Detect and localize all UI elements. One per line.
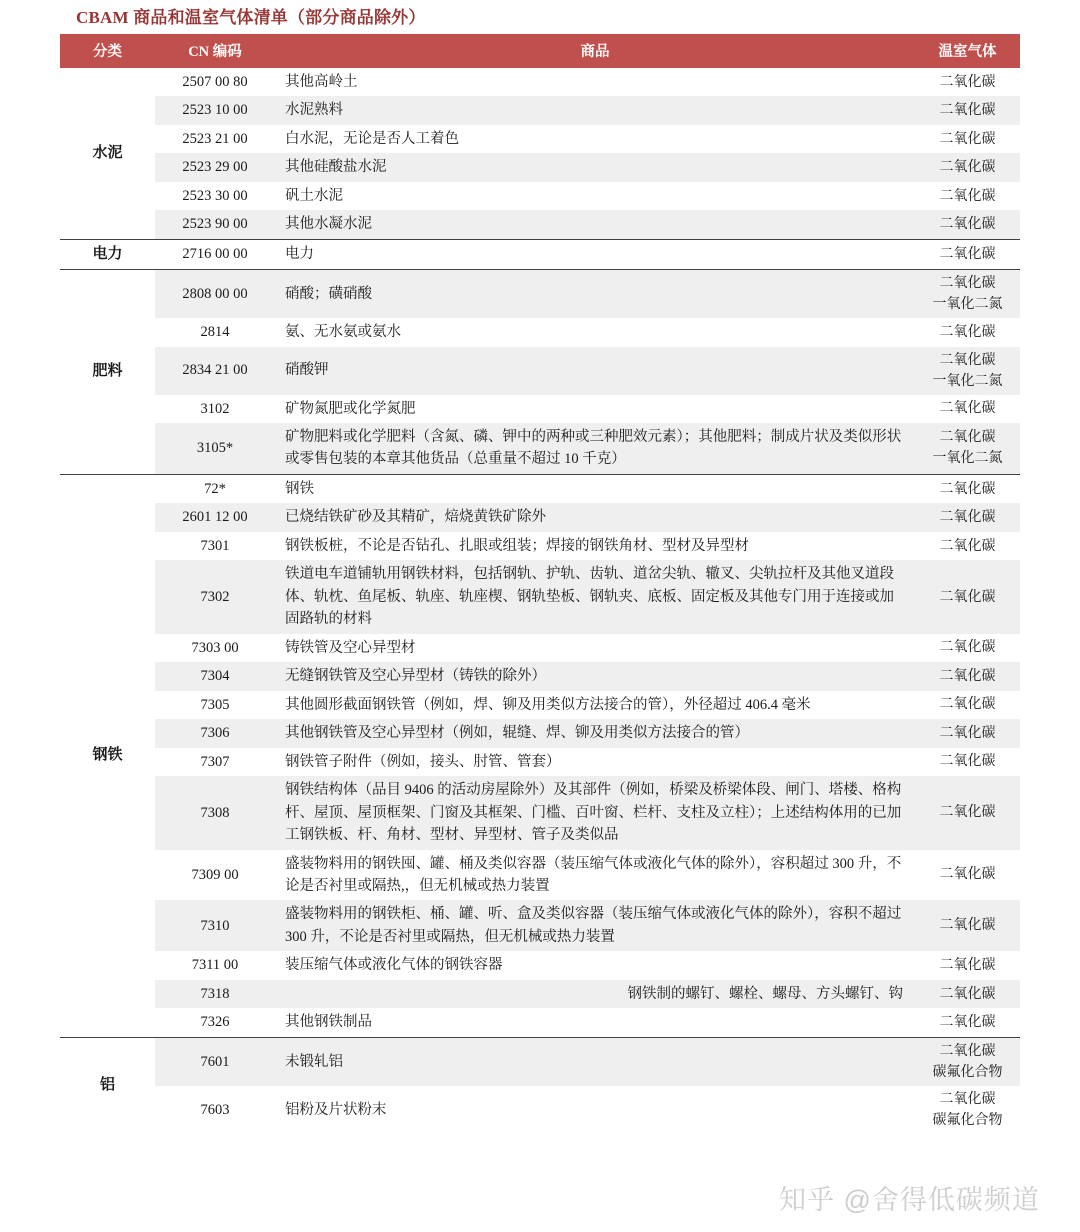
product-cell: 电力 — [275, 239, 915, 269]
ghg-cell — [915, 96, 1020, 124]
cn-code-cell: 2834 21 00 — [155, 347, 275, 395]
ghg-cell — [915, 1037, 1020, 1086]
ghg-cell — [915, 347, 1020, 395]
table-row — [60, 691, 1020, 719]
table-row — [60, 318, 1020, 346]
ghg-value: 二氧化碳 — [939, 352, 996, 368]
table-row — [60, 560, 1020, 633]
ghg-value: 二氧化碳 — [939, 276, 996, 292]
ghg-value: 一氧化二氮 — [932, 297, 1003, 313]
ghg-value: 二氧化碳 — [939, 805, 996, 821]
ghg-cell — [915, 239, 1020, 269]
cbam-table — [60, 34, 1020, 1134]
table-row — [60, 395, 1020, 423]
table-row — [60, 776, 1020, 849]
ghg-value: 二氧化碳 — [939, 481, 996, 497]
ghg-value: 二氧化碳 — [939, 867, 996, 883]
page-title: CBAM 商品和温室气体清单（部分商品除外） — [76, 8, 426, 27]
product-cell: 铸铁管及空心异型材 — [275, 634, 915, 662]
watermark: 知乎 @舍得低碳频道 — [779, 1185, 1040, 1215]
ghg-cell — [915, 691, 1020, 719]
table-row — [60, 634, 1020, 662]
product-cell: 氨、无水氨或氨水 — [275, 318, 915, 346]
product-cell: 硝酸；磺硝酸 — [275, 270, 915, 319]
ghg-cell — [915, 270, 1020, 319]
product-cell: 钢铁制的螺钉、螺栓、螺母、方头螺钉、钩 — [275, 980, 915, 1008]
table-body — [60, 68, 1020, 1134]
ghg-value: 二氧化碳 — [939, 725, 996, 741]
ghg-value: 二氧化碳 — [939, 1043, 996, 1059]
column-header-product: 商品 — [275, 34, 915, 68]
table-row — [60, 239, 1020, 269]
product-cell: 钢铁结构体（品目 9406 的活动房屋除外）及其部件（例如，桥梁及桥梁体段、闸门、塔楼、格构杆、屋顶、屋顶框架、门窗及其框架、门槛、百叶窗、栏杆、支柱及立柱）；上述结构体用的已加工钢铁板、杆、角材、型材、异型材、管子及类似品 — [275, 776, 915, 849]
table-row — [60, 748, 1020, 776]
cn-code-cell: 2507 00 80 — [155, 68, 275, 96]
cbam-table-wrapper — [60, 34, 1020, 1134]
product-cell: 矿物氮肥或化学氮肥 — [275, 395, 915, 423]
cn-code-cell: 2716 00 00 — [155, 239, 275, 269]
ghg-value: 二氧化碳 — [939, 324, 996, 340]
ghg-cell — [915, 900, 1020, 951]
ghg-value: 二氧化碳 — [939, 589, 996, 605]
product-cell: 铁道电车道铺轨用钢铁材料，包括钢轨、护轨、齿轨、道岔尖轨、辙叉、尖轨拉杆及其他叉道段体、轨枕、鱼尾板、轨座、轨座楔、钢轨垫板、钢轨夹、底板、固定板及其他专门用于连接或加固路轨的材料 — [275, 560, 915, 633]
ghg-value: 二氧化碳 — [939, 246, 996, 262]
ghg-cell — [915, 662, 1020, 690]
product-cell: 无缝钢铁管及空心异型材（铸铁的除外） — [275, 662, 915, 690]
table-row — [60, 1086, 1020, 1134]
ghg-cell — [915, 210, 1020, 239]
cn-code-cell: 3102 — [155, 395, 275, 423]
cn-code-cell: 7603 — [155, 1086, 275, 1134]
cn-code-cell: 2523 90 00 — [155, 210, 275, 239]
product-cell: 其他水凝水泥 — [275, 210, 915, 239]
table-row — [60, 182, 1020, 210]
cn-code-cell: 7302 — [155, 560, 275, 633]
ghg-value: 二氧化碳 — [939, 640, 996, 656]
ghg-value: 二氧化碳 — [939, 958, 996, 974]
ghg-value: 二氧化碳 — [939, 131, 996, 147]
ghg-value: 二氧化碳 — [939, 754, 996, 770]
product-cell: 盛装物料用的钢铁囤、罐、桶及类似容器（装压缩气体或液化气体的除外），容积超过 300 升，不论是否衬里或隔热,，但无机械或热力装置 — [275, 850, 915, 901]
cn-code-cell: 7304 — [155, 662, 275, 690]
category-cell: 水泥 — [60, 68, 155, 239]
product-cell: 白水泥，无论是否人工着色 — [275, 125, 915, 153]
ghg-cell — [915, 182, 1020, 210]
ghg-cell — [915, 474, 1020, 503]
table-row — [60, 900, 1020, 951]
table-row — [60, 153, 1020, 181]
category-cell: 钢铁 — [60, 474, 155, 1037]
table-row — [60, 423, 1020, 474]
table-row — [60, 951, 1020, 979]
cn-code-cell: 7301 — [155, 532, 275, 560]
cn-code-cell: 7305 — [155, 691, 275, 719]
product-cell: 钢铁 — [275, 474, 915, 503]
product-cell: 盛装物料用的钢铁柜、桶、罐、听、盒及类似容器（装压缩气体或液化气体的除外），容积不超过 300 升，不论是否衬里或隔热，但无机械或热力装置 — [275, 900, 915, 951]
ghg-cell — [915, 153, 1020, 181]
category-cell: 电力 — [60, 239, 155, 269]
ghg-value: 碳氟化合物 — [932, 1064, 1003, 1080]
ghg-value: 二氧化碳 — [939, 103, 996, 119]
cn-code-cell: 7307 — [155, 748, 275, 776]
ghg-value: 碳氟化合物 — [932, 1112, 1003, 1128]
table-row — [60, 210, 1020, 239]
product-cell: 其他钢铁管及空心异型材（例如，辊缝、焊、铆及用类似方法接合的管） — [275, 719, 915, 747]
table-head — [60, 34, 1020, 68]
ghg-cell — [915, 318, 1020, 346]
ghg-cell — [915, 560, 1020, 633]
ghg-value: 二氧化碳 — [939, 401, 996, 417]
cn-code-cell: 3105* — [155, 423, 275, 474]
cn-code-cell: 7601 — [155, 1037, 275, 1086]
ghg-cell — [915, 634, 1020, 662]
ghg-cell — [915, 532, 1020, 560]
ghg-cell — [915, 748, 1020, 776]
table-header-row — [60, 34, 1020, 68]
ghg-cell — [915, 1086, 1020, 1134]
table-row — [60, 719, 1020, 747]
ghg-value: 二氧化碳 — [939, 918, 996, 934]
table-row — [60, 347, 1020, 395]
product-cell: 钢铁板桩，不论是否钻孔、扎眼或组装；焊接的钢铁角材、型材及异型材 — [275, 532, 915, 560]
product-cell: 已烧结铁矿砂及其精矿，焙烧黄铁矿除外 — [275, 503, 915, 531]
product-cell: 硝酸钾 — [275, 347, 915, 395]
ghg-value: 一氧化二氮 — [932, 373, 1003, 389]
ghg-value: 一氧化二氮 — [932, 451, 1003, 467]
table-row — [60, 96, 1020, 124]
cn-code-cell: 2523 29 00 — [155, 153, 275, 181]
ghg-cell — [915, 125, 1020, 153]
cn-code-cell: 7308 — [155, 776, 275, 849]
product-cell: 其他钢铁制品 — [275, 1008, 915, 1037]
ghg-value: 二氧化碳 — [939, 1091, 996, 1107]
table-row — [60, 1008, 1020, 1037]
ghg-value: 二氧化碳 — [939, 697, 996, 713]
product-cell: 钢铁管子附件（例如，接头、肘管、管套） — [275, 748, 915, 776]
cn-code-cell: 2814 — [155, 318, 275, 346]
product-cell: 其他硅酸盐水泥 — [275, 153, 915, 181]
ghg-value: 二氧化碳 — [939, 538, 996, 554]
product-cell: 装压缩气体或液化气体的钢铁容器 — [275, 951, 915, 979]
table-row — [60, 125, 1020, 153]
cn-code-cell: 7310 — [155, 900, 275, 951]
ghg-cell — [915, 719, 1020, 747]
table-row — [60, 980, 1020, 1008]
ghg-cell — [915, 776, 1020, 849]
ghg-cell — [915, 1008, 1020, 1037]
cn-code-cell: 2523 21 00 — [155, 125, 275, 153]
table-row — [60, 68, 1020, 96]
ghg-cell — [915, 423, 1020, 474]
product-cell: 其他圆形截面钢铁管（例如，焊、铆及用类似方法接合的管），外径超过 406.4 毫米 — [275, 691, 915, 719]
ghg-value: 二氧化碳 — [939, 160, 996, 176]
table-row — [60, 1037, 1020, 1086]
cn-code-cell: 72* — [155, 474, 275, 503]
table-row — [60, 662, 1020, 690]
ghg-cell — [915, 850, 1020, 901]
product-cell: 其他高岭土 — [275, 68, 915, 96]
table-row — [60, 270, 1020, 319]
table-row — [60, 474, 1020, 503]
cn-code-cell: 2523 10 00 — [155, 96, 275, 124]
ghg-value: 二氧化碳 — [939, 430, 996, 446]
table-row — [60, 503, 1020, 531]
cn-code-cell: 2523 30 00 — [155, 182, 275, 210]
cn-code-cell: 7326 — [155, 1008, 275, 1037]
cn-code-cell: 7306 — [155, 719, 275, 747]
table-row — [60, 532, 1020, 560]
table-row — [60, 850, 1020, 901]
ghg-cell — [915, 980, 1020, 1008]
product-cell: 铝粉及片状粉末 — [275, 1086, 915, 1134]
ghg-value: 二氧化碳 — [939, 1015, 996, 1031]
ghg-value: 二氧化碳 — [939, 188, 996, 204]
ghg-cell — [915, 395, 1020, 423]
ghg-cell — [915, 68, 1020, 96]
cn-code-cell: 7303 00 — [155, 634, 275, 662]
column-header-cn-code: CN 编码 — [155, 34, 275, 68]
category-cell: 肥料 — [60, 270, 155, 475]
product-cell: 矿物肥料或化学肥料（含氮、磷、钾中的两种或三种肥效元素）；其他肥料；制成片状及类似形状或零售包装的本章其他货品（总重量不超过 10 千克） — [275, 423, 915, 474]
cn-code-cell: 7311 00 — [155, 951, 275, 979]
ghg-value: 二氧化碳 — [939, 986, 996, 1002]
product-cell: 未锻轧铝 — [275, 1037, 915, 1086]
column-header-category: 分类 — [60, 34, 155, 68]
ghg-cell — [915, 951, 1020, 979]
ghg-value: 二氧化碳 — [939, 217, 996, 233]
ghg-cell — [915, 503, 1020, 531]
category-cell: 铝 — [60, 1037, 155, 1134]
ghg-value: 二氧化碳 — [939, 510, 996, 526]
column-header-ghg: 温室气体 — [915, 34, 1020, 68]
cn-code-cell: 7309 00 — [155, 850, 275, 901]
product-cell: 水泥熟料 — [275, 96, 915, 124]
ghg-value: 二氧化碳 — [939, 74, 996, 90]
cn-code-cell: 2808 00 00 — [155, 270, 275, 319]
cn-code-cell: 7318 — [155, 980, 275, 1008]
product-cell: 矾土水泥 — [275, 182, 915, 210]
cn-code-cell: 2601 12 00 — [155, 503, 275, 531]
ghg-value: 二氧化碳 — [939, 668, 996, 684]
